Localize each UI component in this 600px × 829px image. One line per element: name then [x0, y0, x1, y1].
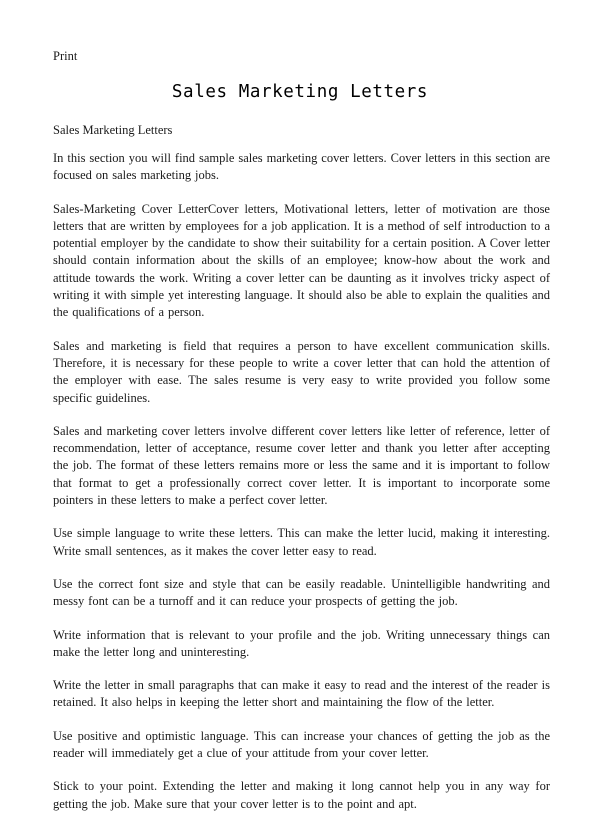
paragraph: Sales and marketing cover letters involve different cover letters like letter of reference, letter of recommendation, letter of acceptance, resume cover letter and thank you letter after accepting the job. The format of these letters remains more or less the same and it is important to follow that format to get a professionally correct cover letter. It is important to incorporate some pointers in these letters to make a perfect cover letter. — [53, 423, 550, 508]
paragraph: Stick to your point. Extending the letter and making it long cannot help you in any way for getting the job. Make sure that your cover letter is to the point and apt. — [53, 779, 550, 811]
paragraph: Use simple language to write these letters. This can make the letter lucid, making it interesting. Write small sentences, as it makes the cover letter easy to read. — [53, 526, 550, 558]
paragraph: Write information that is relevant to your profile and the job. Writing unnecessary things can make the letter long and uninteresting. — [53, 627, 550, 659]
paragraph: Sales-Marketing Cover LetterCover letters, Motivational letters, letter of motivation are those letters that are written by employees for a job application. It is a method of self introduction to a potential employer by the candidate to show their suitability for a certain position. A Cover letter should contain information about the skills of an employee; know-how about the work and attitude towards the work. Writing a cover letter can be daunting as it involves tricky aspect of writing it with simple yet interesting language. It should also be able to explain the qualities and the qualifications of a person. — [53, 201, 550, 320]
page-title: Sales Marketing Letters — [171, 82, 429, 102]
paragraph: Use positive and optimistic language. This can increase your chances of getting the job as the reader will immediately get a clue of your attitude from your cover letter. — [53, 728, 550, 761]
paragraph: In this section you will find sample sales marketing cover letters. Cover letters in this section are focused on sales marketing jobs. — [53, 151, 550, 183]
article-body — [53, 150, 550, 829]
section-subtitle: Sales Marketing Letters — [53, 123, 173, 137]
print-link[interactable]: Print — [53, 49, 78, 63]
paragraph: Sales and marketing is field that requires a person to have excellent communication skills. Therefore, it is necessary for these people to write a cover letter that can hold the attention of the employer with ease. The sales resume is very easy to write provided you follow some specific guidelines. — [53, 338, 550, 405]
paragraph: Use the correct font size and style that can be easily readable. Unintelligible handwriting and messy font can be a turnoff and it can reduce your prospects of getting the job. — [53, 576, 550, 609]
paragraph: Write the letter in small paragraphs that can make it easy to read and the interest of the reader is retained. It also helps in keeping the letter short and maintaining the flow of the letter. — [53, 678, 550, 710]
